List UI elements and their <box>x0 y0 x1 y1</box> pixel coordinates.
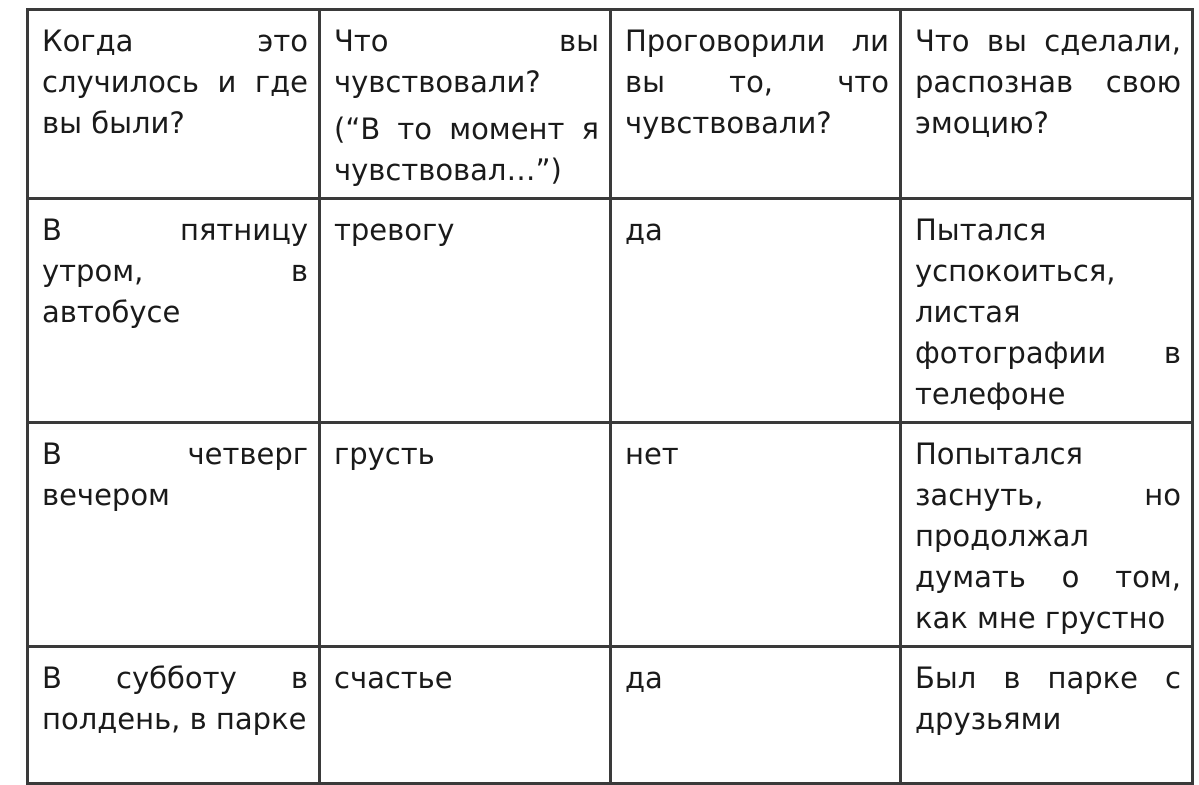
cell-action: Попытался заснуть, но продолжал думать о том, как мне грустно <box>901 423 1193 647</box>
cell-feeling: тревогу <box>320 199 611 423</box>
cell-action: Был в парке с друзьями <box>901 647 1193 784</box>
header-cell-action <box>901 10 1193 199</box>
table-row <box>28 423 1193 647</box>
emotion-diary-table-container <box>26 8 1191 785</box>
cell-spoke: нет <box>611 423 901 647</box>
header-feeling-note: (“В то момент я чувствовал…”) <box>334 112 599 187</box>
table-row <box>28 199 1193 423</box>
header-cell-feeling <box>320 10 611 199</box>
cell-when-where: В субботу в полдень, в парке <box>28 647 320 784</box>
cell-feeling: грусть <box>320 423 611 647</box>
table-row <box>28 647 1193 784</box>
table-header-row <box>28 10 1193 199</box>
cell-when-where: В четверг вечером <box>28 423 320 647</box>
header-spoke-text: Проговорили ли вы то, что чувствовали? <box>625 24 889 140</box>
emotion-diary-table <box>26 8 1194 785</box>
cell-spoke: да <box>611 647 901 784</box>
cell-spoke: да <box>611 199 901 423</box>
cell-feeling: счастье <box>320 647 611 784</box>
cell-when-where: В пятницу утром, в автобусе <box>28 199 320 423</box>
header-action-text: Что вы сделали, распознав свою эмоцию? <box>915 24 1181 140</box>
header-cell-spoke <box>611 10 901 199</box>
header-feeling-text: Что вы чувствовали? <box>334 24 599 99</box>
cell-action: Пытался успокоиться, листая фотографии в телефоне <box>901 199 1193 423</box>
header-when-where-text: Когда это случилось и где вы были? <box>42 24 308 140</box>
header-cell-when-where <box>28 10 320 199</box>
